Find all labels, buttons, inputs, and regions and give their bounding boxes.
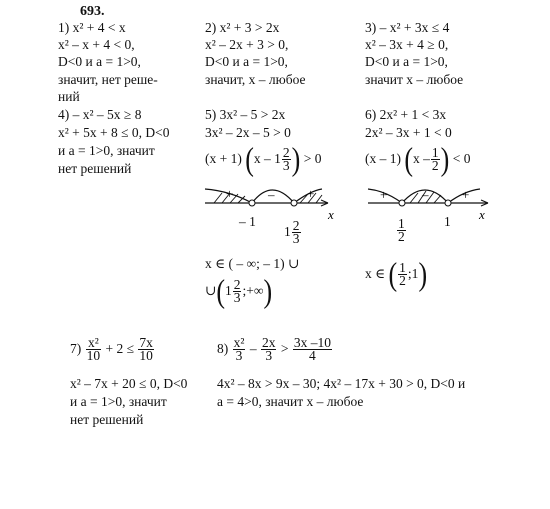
p5-answer-num: 2 — [233, 277, 241, 293]
p6-axis-label: x — [479, 207, 485, 222]
p8-c-num: 3x –10 — [293, 335, 331, 351]
p5-plus-left: + — [226, 186, 234, 201]
p6-answer-post: ;1 — [407, 266, 419, 281]
p5-factor-mid: x – 1 — [253, 151, 281, 166]
p7-line-4: нет решений — [70, 412, 144, 427]
p6-root1-num: 1 — [398, 216, 405, 232]
p6-factor-mid: x – — [413, 151, 430, 166]
p5-root2-whole: 1 — [284, 224, 291, 239]
p6-plus-right: + — [462, 187, 470, 202]
p5-root2-den: 3 — [292, 231, 300, 247]
p8-rel: > — [280, 341, 289, 356]
p1-line-5: ний — [58, 89, 80, 104]
p7-mid: + 2 ≤ — [105, 341, 135, 356]
p7-b-num: 7x — [139, 335, 153, 351]
p5-answer-union: ∪ — [205, 283, 217, 298]
p5-root-1: – 1 — [239, 214, 256, 229]
p8-label: 8) — [217, 341, 229, 356]
p8-line-3: a = 4>0, значит x – любое — [217, 394, 364, 409]
p6-frac-den: 2 — [431, 158, 439, 174]
p5-line-1: 5) 3x² – 5 > 2x — [205, 107, 286, 122]
p6-frac-num: 1 — [431, 145, 439, 161]
p3-line-3: D<0 и a = 1>0, — [365, 54, 448, 69]
p1-line-1: 1) x² + 4 < x — [58, 20, 126, 35]
p6-minus: – — [422, 187, 429, 202]
p5-root2-num: 2 — [292, 218, 300, 234]
p5-minus: – — [268, 187, 275, 202]
p6-interval-diagram — [364, 181, 504, 221]
p5-line-2: 3x² – 2x – 5 > 0 — [205, 125, 291, 140]
p7-label: 7) — [70, 341, 82, 356]
p5-axis-label: x — [328, 207, 334, 222]
p4-line-3: и a = 1>0, значит — [58, 143, 155, 158]
p5-root-2 — [284, 216, 302, 248]
p6-root-2: 1 — [444, 214, 451, 229]
p7-a-num: x² — [86, 337, 102, 350]
p5-factor-left: (x + 1) — [205, 151, 242, 166]
p6-answer-pre: x ∈ — [365, 266, 386, 281]
p1-line-3: D<0 и a = 1>0, — [58, 54, 141, 69]
p6-answer-num: 1 — [399, 260, 406, 276]
p2-line-3: D<0 и a = 1>0, — [205, 54, 288, 69]
p6-line-2: 2x² – 3x + 1 < 0 — [365, 125, 452, 140]
p5-frac-den: 3 — [282, 158, 290, 174]
p3-line-2: x² – 3x + 4 ≥ 0, — [365, 37, 449, 52]
p5-frac-num: 2 — [282, 145, 290, 161]
p8-a-den: 3 — [235, 348, 243, 364]
p7-line-2: x² – 7x + 20 ≤ 0, D<0 — [70, 376, 188, 391]
p7-line-3: и a = 1>0, значит — [70, 394, 167, 409]
p5-answer-den: 3 — [233, 290, 241, 306]
p5-factored: (x + 1) (x – 1 $\frac{2}{3}$ ) > 0 — [205, 141, 322, 178]
p6-plus-left: + — [380, 187, 388, 202]
p8-equation — [217, 332, 333, 366]
p8-a-num: x² — [233, 335, 245, 351]
p5-relation: > 0 — [303, 151, 322, 166]
p3-line-4: значит x – любое — [365, 72, 464, 87]
p6-answer-den: 2 — [399, 273, 406, 289]
p8-b-den: 3 — [265, 348, 273, 364]
p1-line-2: x² – x + 4 < 0, — [58, 37, 135, 52]
p4-line-1: 4) – x² – 5x ≥ 8 — [58, 107, 142, 122]
p8-b-num: 2x — [261, 335, 276, 351]
p6-factored: (x – 1) (x – $\frac{1}{2}$ ) < 0 — [365, 141, 471, 178]
p5-answer-line-1: x ∈ ( – ∞; – 1) ∪ — [205, 256, 300, 271]
p2-line-4: значит, x – любое — [205, 72, 306, 87]
p8-op: – — [249, 341, 257, 356]
p7-a-den: 10 — [86, 348, 101, 364]
p5-answer-post: ;+∞ — [242, 283, 264, 298]
p5-plus-right: + — [307, 186, 315, 201]
p7-b-den: 10 — [139, 348, 153, 364]
p6-line-1: 6) 2x² + 1 < 3x — [365, 107, 447, 122]
p6-answer: x ∈ ( $\frac{1}{2}$ ;1) — [365, 256, 428, 293]
p1-line-4: значит, нет реше- — [58, 72, 158, 87]
p6-relation: < 0 — [452, 151, 471, 166]
p8-line-2: 4x² – 8x > 9x – 30; 4x² – 17x + 30 > 0, D<0 и — [217, 376, 466, 391]
p4-line-2: x² + 5x + 8 ≤ 0, D<0 — [58, 125, 170, 140]
p6-root1-den: 2 — [398, 229, 405, 245]
problem-number: 693. — [80, 4, 105, 19]
p6-factor-left: (x – 1) — [365, 151, 401, 166]
p4-line-4: нет решений — [58, 161, 132, 176]
p5-interval-diagram — [200, 181, 340, 221]
p2-line-2: x² – 2x + 3 > 0, — [205, 37, 289, 52]
p8-c-den: 4 — [309, 348, 316, 364]
p5-answer-whole: 1 — [224, 283, 232, 298]
p5-answer-line-2: ∪(1 $\frac{2}{3}$ ;+∞) — [205, 273, 273, 310]
p2-line-1: 2) x² + 3 > 2x — [205, 20, 280, 35]
p3-line-1: 3) – x² + 3x ≤ 4 — [365, 20, 450, 35]
p6-root-1 — [396, 214, 407, 246]
p7-equation — [70, 332, 155, 366]
